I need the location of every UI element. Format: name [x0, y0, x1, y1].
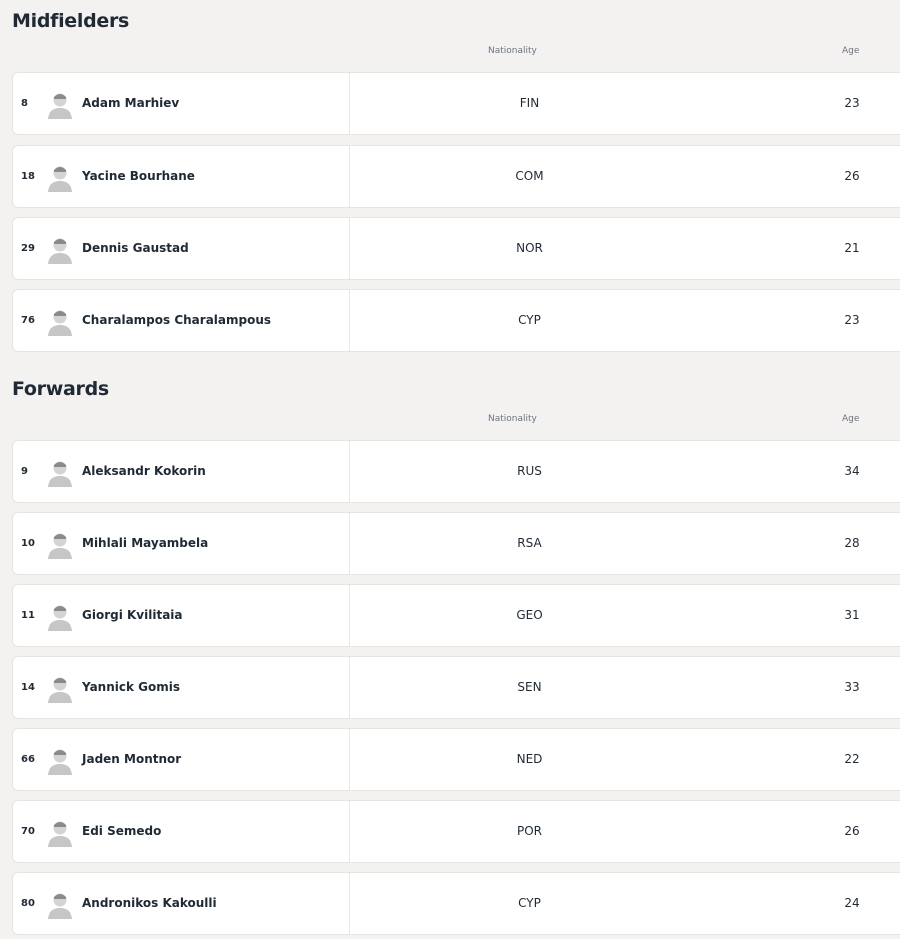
player-number: 76 — [21, 315, 35, 326]
player-nationality: SEN — [517, 680, 542, 694]
player-number: 29 — [21, 243, 35, 254]
player-age: 34 — [844, 464, 860, 478]
player-silhouette-icon — [45, 457, 75, 487]
player-name[interactable]: Jaden Montnor — [82, 752, 182, 766]
player-nationality: RUS — [517, 464, 542, 478]
player-row[interactable] — [12, 440, 900, 503]
player-number: 8 — [21, 98, 28, 109]
player-silhouette-icon — [45, 529, 75, 559]
player-age: 33 — [844, 680, 860, 694]
player-silhouette-icon — [45, 673, 75, 703]
player-name[interactable]: Mihlali Mayambela — [82, 536, 209, 550]
player-number: 66 — [21, 754, 35, 765]
player-row[interactable] — [12, 800, 900, 863]
player-row[interactable] — [12, 584, 900, 647]
player-silhouette-icon — [45, 817, 75, 847]
nationality-column-header: Nationality — [488, 414, 537, 424]
player-age: 22 — [844, 752, 860, 766]
player-name[interactable]: Dennis Gaustad — [82, 241, 189, 255]
player-row[interactable] — [12, 145, 900, 208]
player-age: 31 — [844, 608, 860, 622]
player-name[interactable]: Edi Semedo — [82, 824, 162, 838]
player-age: 23 — [844, 313, 860, 327]
player-silhouette-icon — [45, 234, 75, 264]
player-name[interactable]: Aleksandr Kokorin — [82, 464, 206, 478]
player-number: 11 — [21, 610, 35, 621]
player-row[interactable] — [12, 217, 900, 280]
player-row[interactable] — [12, 289, 900, 352]
player-nationality: POR — [516, 824, 543, 838]
player-age: 26 — [844, 169, 860, 183]
player-nationality: COM — [515, 169, 544, 183]
player-name[interactable]: Giorgi Kvilitaia — [82, 608, 183, 622]
player-silhouette-icon — [45, 162, 75, 192]
player-silhouette-icon — [45, 889, 75, 919]
player-row[interactable] — [12, 728, 900, 791]
player-nationality: CYP — [518, 313, 541, 327]
player-silhouette-icon — [45, 745, 75, 775]
player-silhouette-icon — [45, 89, 75, 119]
age-column-header: Age — [842, 46, 860, 56]
player-nationality: NED — [516, 752, 543, 766]
player-age: 21 — [844, 241, 860, 255]
player-nationality: GEO — [516, 608, 543, 622]
player-number: 18 — [21, 171, 35, 182]
player-name[interactable]: Yannick Gomis — [82, 680, 181, 694]
section-title-forwards: Forwards — [12, 378, 109, 400]
player-nationality: FIN — [519, 96, 540, 110]
player-nationality: NOR — [516, 241, 543, 255]
player-name[interactable]: Charalampos Charalampous — [82, 313, 272, 327]
player-age: 24 — [844, 896, 860, 910]
player-name[interactable]: Andronikos Kakoulli — [82, 896, 217, 910]
section-title-midfielders: Midfielders — [12, 10, 130, 32]
player-row[interactable] — [12, 872, 900, 935]
player-name[interactable]: Adam Marhiev — [82, 96, 180, 110]
player-silhouette-icon — [45, 601, 75, 631]
player-number: 14 — [21, 682, 35, 693]
player-row[interactable] — [12, 72, 900, 135]
nationality-column-header: Nationality — [488, 46, 537, 56]
player-nationality: RSA — [517, 536, 542, 550]
player-number: 80 — [21, 898, 35, 909]
player-nationality: CYP — [518, 896, 541, 910]
player-name[interactable]: Yacine Bourhane — [82, 169, 195, 183]
player-age: 28 — [844, 536, 860, 550]
player-age: 26 — [844, 824, 860, 838]
player-row[interactable] — [12, 656, 900, 719]
player-silhouette-icon — [45, 306, 75, 336]
age-column-header: Age — [842, 414, 860, 424]
player-row[interactable] — [12, 512, 900, 575]
player-number: 10 — [21, 538, 35, 549]
player-number: 70 — [21, 826, 35, 837]
player-number: 9 — [21, 466, 28, 477]
player-age: 23 — [844, 96, 860, 110]
